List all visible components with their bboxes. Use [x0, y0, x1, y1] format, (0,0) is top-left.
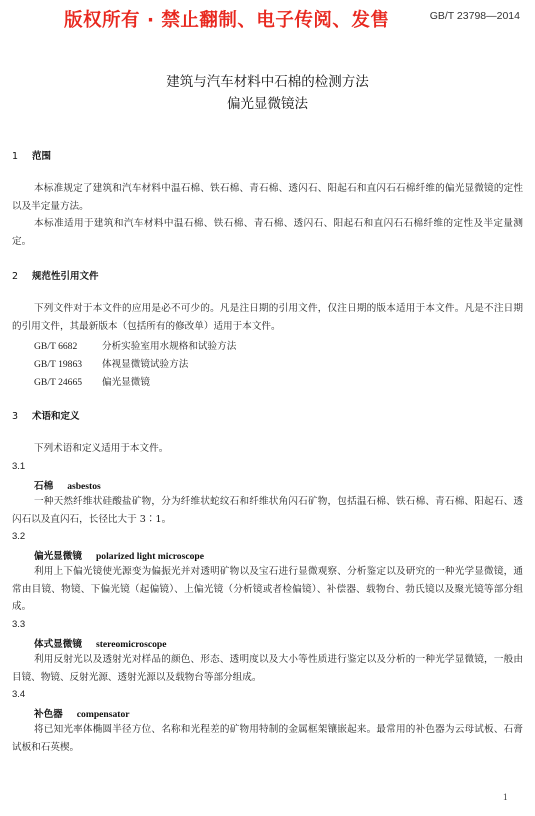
reference-title: 分析实验室用水规格和试验方法 [102, 341, 237, 352]
reference-code: GB/T 24665 [34, 377, 83, 388]
term-definition: 一种天然纤维状硅酸盐矿物，分为纤维状蛇纹石和纤维状角闪石矿物，包括温石棉、铁石棉、青石棉、阳起石、透闪石以及直闪石，长径比大于 3∶1。 [12, 496, 523, 525]
document-subtitle: 偏光显微镜法 [227, 96, 308, 112]
document-title: 建筑与汽车材料中石棉的检测方法 [166, 74, 369, 90]
reference-item [34, 374, 150, 388]
section-3-intro: 下列术语和定义适用于本文件。 [34, 443, 169, 454]
section-1-paragraph-2: 本标准适用于建筑和汽车材料中温石棉、铁石棉、青石棉、透闪石、阳起石和直闪石石棉纤维的定性及半定量测定。 [12, 218, 523, 247]
section-title: 范围 [32, 151, 52, 162]
reference-item [34, 356, 188, 370]
term-zh: 石棉 [34, 481, 54, 492]
section-title: 术语和定义 [32, 411, 80, 422]
term-number: 3.1 [12, 461, 26, 472]
page-number: 1 [503, 792, 508, 802]
section-number: 2 [12, 271, 19, 282]
term-en: stereomicroscope [95, 639, 167, 650]
standard-code: GB/T 23798—2014 [429, 10, 520, 22]
term-zh: 补色器 [34, 709, 63, 720]
term-heading [34, 478, 101, 492]
section-3-heading [12, 408, 80, 422]
term-heading [34, 548, 204, 562]
reference-item [34, 338, 236, 352]
term-zh: 体式显微镜 [34, 639, 82, 650]
reference-code: GB/T 6682 [34, 341, 78, 352]
term-number: 3.4 [12, 689, 26, 700]
term-zh: 偏光显微镜 [34, 551, 82, 562]
section-number: 3 [12, 411, 19, 422]
reference-code: GB/T 19863 [34, 359, 83, 370]
section-number: 1 [12, 151, 19, 162]
term-number: 3.3 [12, 619, 26, 630]
reference-title: 体视显微镜试验方法 [102, 359, 189, 370]
term-number: 3.2 [12, 531, 26, 542]
reference-title: 偏光显微镜 [102, 377, 150, 388]
term-heading [34, 706, 130, 720]
term-en: compensator [76, 709, 130, 720]
section-1-heading [12, 148, 51, 162]
section-1-paragraph-1: 本标准规定了建筑和汽车材料中温石棉、铁石棉、青石棉、透闪石、阳起石和直闪石石棉纤维的偏光显微镜的定性以及半定量方法。 [12, 183, 523, 212]
term-en: polarized light microscope [95, 551, 204, 562]
section-title: 规范性引用文件 [32, 271, 99, 282]
term-definition: 利用反射光以及透射光对样品的颜色、形态、透明度以及大小等性质进行鉴定以及分析的一种光学显微镜，一般由目镜、物镜、反射光源、透射光源以及载物台等部分组成。 [12, 654, 523, 683]
term-heading [34, 636, 166, 650]
term-definition: 利用上下偏光镜使光源变为偏振光并对透明矿物以及宝石进行显微观察、分析鉴定以及研究的一种光学显微镜，通常由目镜、物镜、下偏光镜（起偏镜）、上偏光镜（分析镜或者检偏镜）、补偿器、载物台、勃氏镜以及聚光镜等部分组成。 [12, 566, 523, 612]
section-2-heading [12, 268, 99, 282]
section-2-intro: 下列文件对于本文件的应用是必不可少的。凡是注日期的引用文件，仅注日期的版本适用于本文件。凡是不注日期的引用文件，其最新版本（包括所有的修改单）适用于本文件。 [12, 303, 523, 332]
copyright-watermark: 版权所有 · 禁止翻制、电子传阅、发售 [64, 10, 390, 31]
term-definition: 将已知光率体椭圆半径方位、名称和光程差的矿物用特制的金属框架镶嵌起来。最常用的补色器为云母试板、石膏试板和石英楔。 [12, 724, 523, 753]
term-en: asbestos [67, 481, 101, 492]
